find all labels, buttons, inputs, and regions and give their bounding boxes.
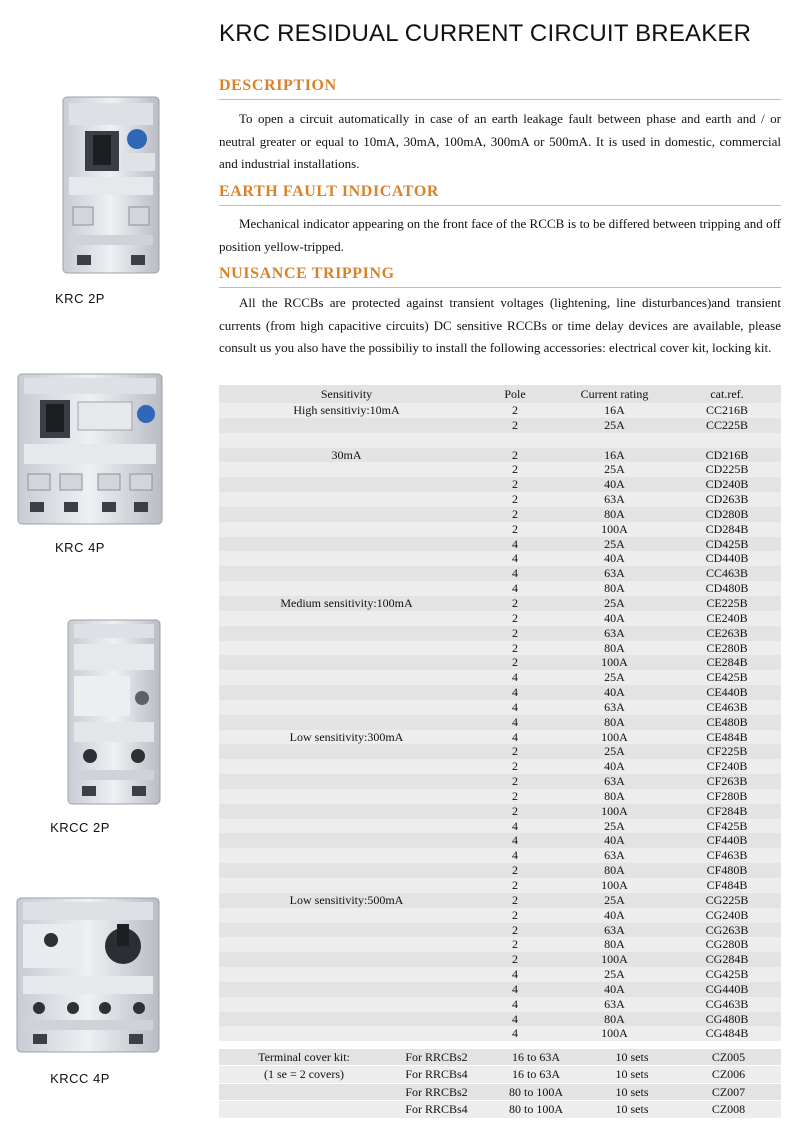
pole-cell: 4 [512,981,518,996]
cat-ref-cell: CG280B [705,937,749,952]
pole-cell: 4 [512,581,518,596]
cat-ref-cell: CF480B [706,863,748,878]
current-rating-cell: 63A [604,699,625,714]
earth-fault-text: Mechanical indicator appearing on the front face of the RCCB is to be differed between tripping and off position yellow-tripped. [219,216,781,254]
current-rating-cell: 25A [604,744,625,759]
accessory-range-cell: 80 to 100A [509,1102,563,1117]
table-row [219,967,781,982]
sensitivity-cell: 30mA [331,447,362,462]
table-row [219,804,781,819]
pole-cell: 4 [512,729,518,744]
sensitivity-cell [219,477,474,492]
pole-cell: 2 [512,403,518,417]
table-row [219,893,781,908]
cat-ref-cell: CD263B [705,492,749,507]
rccb-krcc-2p-image [34,618,194,806]
sensitivity-cell [219,611,474,626]
sensitivity-cell [219,967,474,982]
table-row [219,551,781,566]
cat-ref-cell: CD480B [705,581,749,596]
sensitivity-cell: Low sensitivity:300mA [289,729,404,744]
sensitivity-cell [219,551,474,566]
table-row [219,641,781,656]
sensitivity-cell [219,833,474,848]
sensitivity-cell [219,937,474,952]
table-header-sensitivity: Sensitivity [320,387,373,401]
cat-ref-cell: CG263B [705,922,749,937]
cat-ref-cell: CD225B [705,462,749,477]
sensitivity-cell [219,774,474,789]
product-label-krcc-4p: KRCC 4P [50,1071,110,1086]
sensitivity-cell [219,462,474,477]
current-rating-cell: 63A [604,774,625,789]
table-row [219,863,781,878]
page-title: KRC RESIDUAL CURRENT CIRCUIT BREAKER [219,20,752,47]
table-row [219,923,781,938]
sensitivity-cell [219,522,474,537]
current-rating-cell: 63A [604,922,625,937]
cat-ref-cell: CC225B [705,417,748,432]
sensitivity-cell [219,819,474,834]
table-header-current-rating: Current rating [580,387,649,401]
pole-cell: 2 [512,744,518,759]
accessory-note: (1 se = 2 covers) [263,1067,345,1082]
pole-cell: 2 [512,774,518,789]
table-row [219,908,781,923]
accessory-name: Terminal cover kit: [258,1050,350,1064]
cat-ref-cell: CG284B [705,952,749,967]
table-row [219,611,781,626]
sensitivity-cell [219,626,474,641]
pole-cell: 2 [512,759,518,774]
accessory-blank-cell [219,1083,389,1100]
cat-ref-cell: CG240B [705,907,749,922]
cat-ref-cell: CD284B [705,521,749,536]
rccb-krcc-4p-image [8,896,168,1056]
table-row [219,744,781,759]
current-rating-cell: 40A [604,833,625,848]
table-row [219,462,781,477]
cat-ref-cell: CD425B [705,536,749,551]
accessory-ref-cell: CZ007 [711,1084,746,1099]
cat-ref-cell: CE484B [706,729,748,744]
current-rating-cell: 100A [601,803,628,818]
current-rating-cell: 40A [604,551,625,566]
sensitivity-cell: High sensitiviy:10mA [293,403,400,417]
accessory-range-cell: 80 to 100A [509,1084,563,1099]
current-rating-cell [556,433,673,448]
accessory-variant-cell: For RRCBs2 [405,1050,468,1064]
cat-ref-cell: CG425B [705,967,749,982]
table-row [219,433,781,448]
current-rating-cell: 25A [604,670,625,685]
accessory-row [219,1049,781,1066]
current-rating-cell: 25A [604,818,625,833]
cat-ref-cell: CD240B [705,477,749,492]
cat-ref-cell: CG225B [705,892,749,907]
pole-cell: 2 [512,788,518,803]
pole-cell: 2 [512,878,518,892]
table-row [219,833,781,848]
current-rating-cell: 80A [604,581,625,596]
current-rating-cell: 100A [601,729,628,744]
cat-ref-cell: CD440B [705,551,749,566]
current-rating-cell: 80A [604,788,625,803]
table-body [219,403,781,1041]
current-rating-cell: 40A [604,477,625,492]
current-rating-cell: 100A [601,878,628,892]
accessory-variant-cell: For RRCBs4 [405,1102,468,1117]
pole-cell: 2 [512,640,518,655]
cat-ref-cell: CF284B [706,803,748,818]
accessory-quantity-cell: 10 sets [615,1102,649,1117]
rccb-4p-image [10,370,170,530]
product-label-krc-2p: KRC 2P [55,291,105,306]
pole-cell: 2 [512,922,518,937]
pole-cell: 4 [512,967,518,982]
current-rating-cell: 100A [601,655,628,670]
sensitivity-cell [219,641,474,656]
current-rating-cell: 40A [604,907,625,922]
table-row [219,581,781,596]
current-rating-cell: 25A [604,462,625,477]
sensitivity-cell [219,1026,474,1041]
sensitivity-cell [219,685,474,700]
table-row [219,819,781,834]
sensitivity-cell [219,492,474,507]
current-rating-cell: 80A [604,1011,625,1026]
table-row [219,448,781,463]
cat-ref-cell: CE463B [706,699,748,714]
cat-ref-cell: CG463B [705,996,749,1011]
pole-cell: 2 [512,625,518,640]
pole-cell: 2 [512,655,518,670]
table-row [219,537,781,552]
pole-cell: 4 [512,818,518,833]
sensitivity-cell [219,878,474,893]
accessories-body [219,1049,781,1118]
table-row [219,492,781,507]
pole-cell: 2 [512,595,518,610]
pole-cell: 4 [512,566,518,581]
accessory-variant-cell: For RRCBs2 [405,1084,468,1099]
table-row [219,789,781,804]
table-row [219,418,781,433]
cat-ref-cell: CF440B [706,833,748,848]
sensitivity-cell [219,700,474,715]
cat-ref-cell: CF240B [706,759,748,774]
cat-ref-cell: CF484B [706,878,748,892]
cat-ref-cell: CF425B [706,818,748,833]
sensitivity-cell [219,537,474,552]
accessory-ref-cell: CZ005 [711,1050,746,1064]
cat-ref-cell: CE440B [706,685,748,700]
sensitivity-cell [219,507,474,522]
sensitivity-cell [219,997,474,1012]
accessory-quantity-cell: 10 sets [615,1084,649,1099]
table-row [219,774,781,789]
sensitivity-cell: Low sensitivity:500mA [289,892,404,907]
current-rating-cell: 16A [604,447,625,462]
current-rating-cell: 63A [604,848,625,863]
sensitivity-cell [219,804,474,819]
cat-ref-cell [673,433,781,448]
cat-ref-cell: CC463B [705,566,748,581]
pole-cell: 2 [512,610,518,625]
product-label-krcc-2p: KRCC 2P [50,820,110,835]
cat-ref-cell: CF280B [706,788,748,803]
accessory-quantity-cell: 10 sets [615,1050,649,1064]
current-rating-cell: 100A [601,521,628,536]
sensitivity-cell [219,655,474,670]
pole-cell: 4 [512,714,518,729]
cat-ref-cell: CG440B [705,981,749,996]
current-rating-cell: 63A [604,625,625,640]
current-rating-cell: 80A [604,506,625,521]
accessory-range-cell: 16 to 63A [512,1067,560,1082]
cat-ref-cell: CE240B [706,610,748,625]
pole-cell: 4 [512,833,518,848]
current-rating-cell: 100A [601,952,628,967]
current-rating-cell: 80A [604,640,625,655]
sensitivity-cell [219,789,474,804]
current-rating-cell: 63A [604,996,625,1011]
sensitivity-cell [219,1012,474,1027]
pole-cell: 2 [512,462,518,477]
sensitivity-cell [219,566,474,581]
cat-ref-cell: CF463B [706,848,748,863]
earth-fault-heading: EARTH FAULT INDICATOR [219,183,440,200]
current-rating-cell: 25A [604,417,625,432]
table-row [219,507,781,522]
pole-cell: 2 [512,907,518,922]
accessory-row [219,1101,781,1118]
accessory-blank-cell [219,1101,389,1118]
pole-cell: 2 [512,447,518,462]
sensitivity-cell [219,715,474,730]
table-row [219,596,781,611]
current-rating-cell: 40A [604,685,625,700]
cat-ref-cell: CE280B [706,640,748,655]
cat-ref-cell: CE225B [706,595,748,610]
pole-cell: 4 [512,536,518,551]
sensitivity-cell [219,848,474,863]
pole-cell: 4 [512,685,518,700]
current-rating-cell: 40A [604,981,625,996]
table-row [219,477,781,492]
table-header-row [219,385,781,403]
pole-cell: 2 [512,863,518,878]
cat-ref-cell: CD280B [705,506,749,521]
table-row [219,1026,781,1041]
description-text: To open a circuit automatically in case of an earth leakage fault between phase and earth and / or neutral greater or equal to 10mA, 30mA, 100mA, 300mA or 500mA. It is used in domestic, commercial and industrial installations. [219,111,781,171]
sensitivity-cell [219,982,474,997]
table-row [219,937,781,952]
table-row [219,685,781,700]
current-rating-cell: 100A [601,1026,628,1041]
description-heading: DESCRIPTION [219,77,337,94]
pole-cell: 2 [512,937,518,952]
nuisance-divider [219,287,781,288]
current-rating-cell: 63A [604,566,625,581]
pole-cell: 4 [512,1011,518,1026]
sensitivity-cell [219,759,474,774]
pole-cell: 2 [512,417,518,432]
current-rating-cell: 25A [604,967,625,982]
pole-cell: 4 [512,1026,518,1041]
sensitivity-cell [219,863,474,878]
pole-cell: 4 [512,699,518,714]
cat-ref-cell: CD216B [705,447,749,462]
table-header-cat-ref: cat.ref. [710,387,744,401]
rccb-2p-image [30,95,190,275]
accessory-row [219,1066,781,1083]
table-row [219,626,781,641]
pole-cell: 4 [512,551,518,566]
table-row [219,952,781,967]
accessories-table [219,1049,781,1119]
pole-cell: 4 [512,848,518,863]
accessory-range-cell: 16 to 63A [512,1050,560,1064]
current-rating-cell: 80A [604,714,625,729]
cat-ref-cell: CF263B [706,774,748,789]
current-rating-cell: 40A [604,610,625,625]
cat-ref-cell: CE284B [706,655,748,670]
accessory-quantity-cell: 10 sets [615,1067,649,1082]
pole-cell: 2 [512,492,518,507]
current-rating-cell: 40A [604,759,625,774]
table-row [219,848,781,863]
table-row [219,997,781,1012]
sensitivity-cell [219,433,474,448]
current-rating-cell: 80A [604,937,625,952]
table-row [219,655,781,670]
pole-cell [474,433,556,448]
current-rating-cell: 25A [604,892,625,907]
sensitivity-cell [219,670,474,685]
pole-cell: 2 [512,506,518,521]
sensitivity-cell [219,908,474,923]
pole-cell: 2 [512,477,518,492]
earth-fault-divider [219,205,781,206]
table-row [219,670,781,685]
pole-cell: 4 [512,996,518,1011]
cat-ref-cell: CE425B [706,670,748,685]
table-row [219,566,781,581]
product-label-krc-4p: KRC 4P [55,540,105,555]
table-row [219,982,781,997]
accessory-row [219,1083,781,1100]
sensitivity-cell [219,418,474,433]
pole-cell: 2 [512,952,518,967]
accessory-ref-cell: CZ008 [711,1102,746,1117]
cat-ref-cell: CG484B [705,1026,749,1041]
pole-cell: 2 [512,521,518,536]
sensitivity-cell: Medium sensitivity:100mA [280,595,413,610]
cat-ref-cell: CE263B [706,625,748,640]
current-rating-cell: 16A [604,403,625,417]
table-row [219,700,781,715]
current-rating-cell: 25A [604,536,625,551]
cat-ref-cell: CC216B [705,403,748,417]
current-rating-cell: 25A [604,595,625,610]
table-row [219,730,781,745]
sensitivity-cell [219,744,474,759]
current-rating-cell: 63A [604,492,625,507]
cat-ref-cell: CG480B [705,1011,749,1026]
pole-cell: 2 [512,803,518,818]
cat-ref-cell: CE480B [706,714,748,729]
sensitivity-cell [219,952,474,967]
sensitivity-cell [219,923,474,938]
table-row [219,715,781,730]
current-rating-cell: 80A [604,863,625,878]
table-row [219,1012,781,1027]
table-header-pole: Pole [504,387,526,401]
accessory-ref-cell: CZ006 [711,1067,746,1082]
table-row [219,759,781,774]
accessory-variant-cell: For RRCBs4 [405,1067,468,1082]
pole-cell: 4 [512,670,518,685]
nuisance-text: All the RCCBs are protected against transient voltages (lightening, line disturbances)and transient currents (from high capacitive circuits) DC sensitive RCCBs or time delay devices are available, please consult us you also have the possibiliy to install the following accessories: electrical cover kit, locking kit. [219,295,781,355]
pole-cell: 2 [512,892,518,907]
description-divider [219,99,781,100]
table-row [219,878,781,893]
specifications-table [219,385,781,1041]
table-row [219,403,781,418]
sensitivity-cell [219,581,474,596]
cat-ref-cell: CF225B [706,744,748,759]
nuisance-heading: NUISANCE TRIPPING [219,265,395,282]
table-row [219,522,781,537]
